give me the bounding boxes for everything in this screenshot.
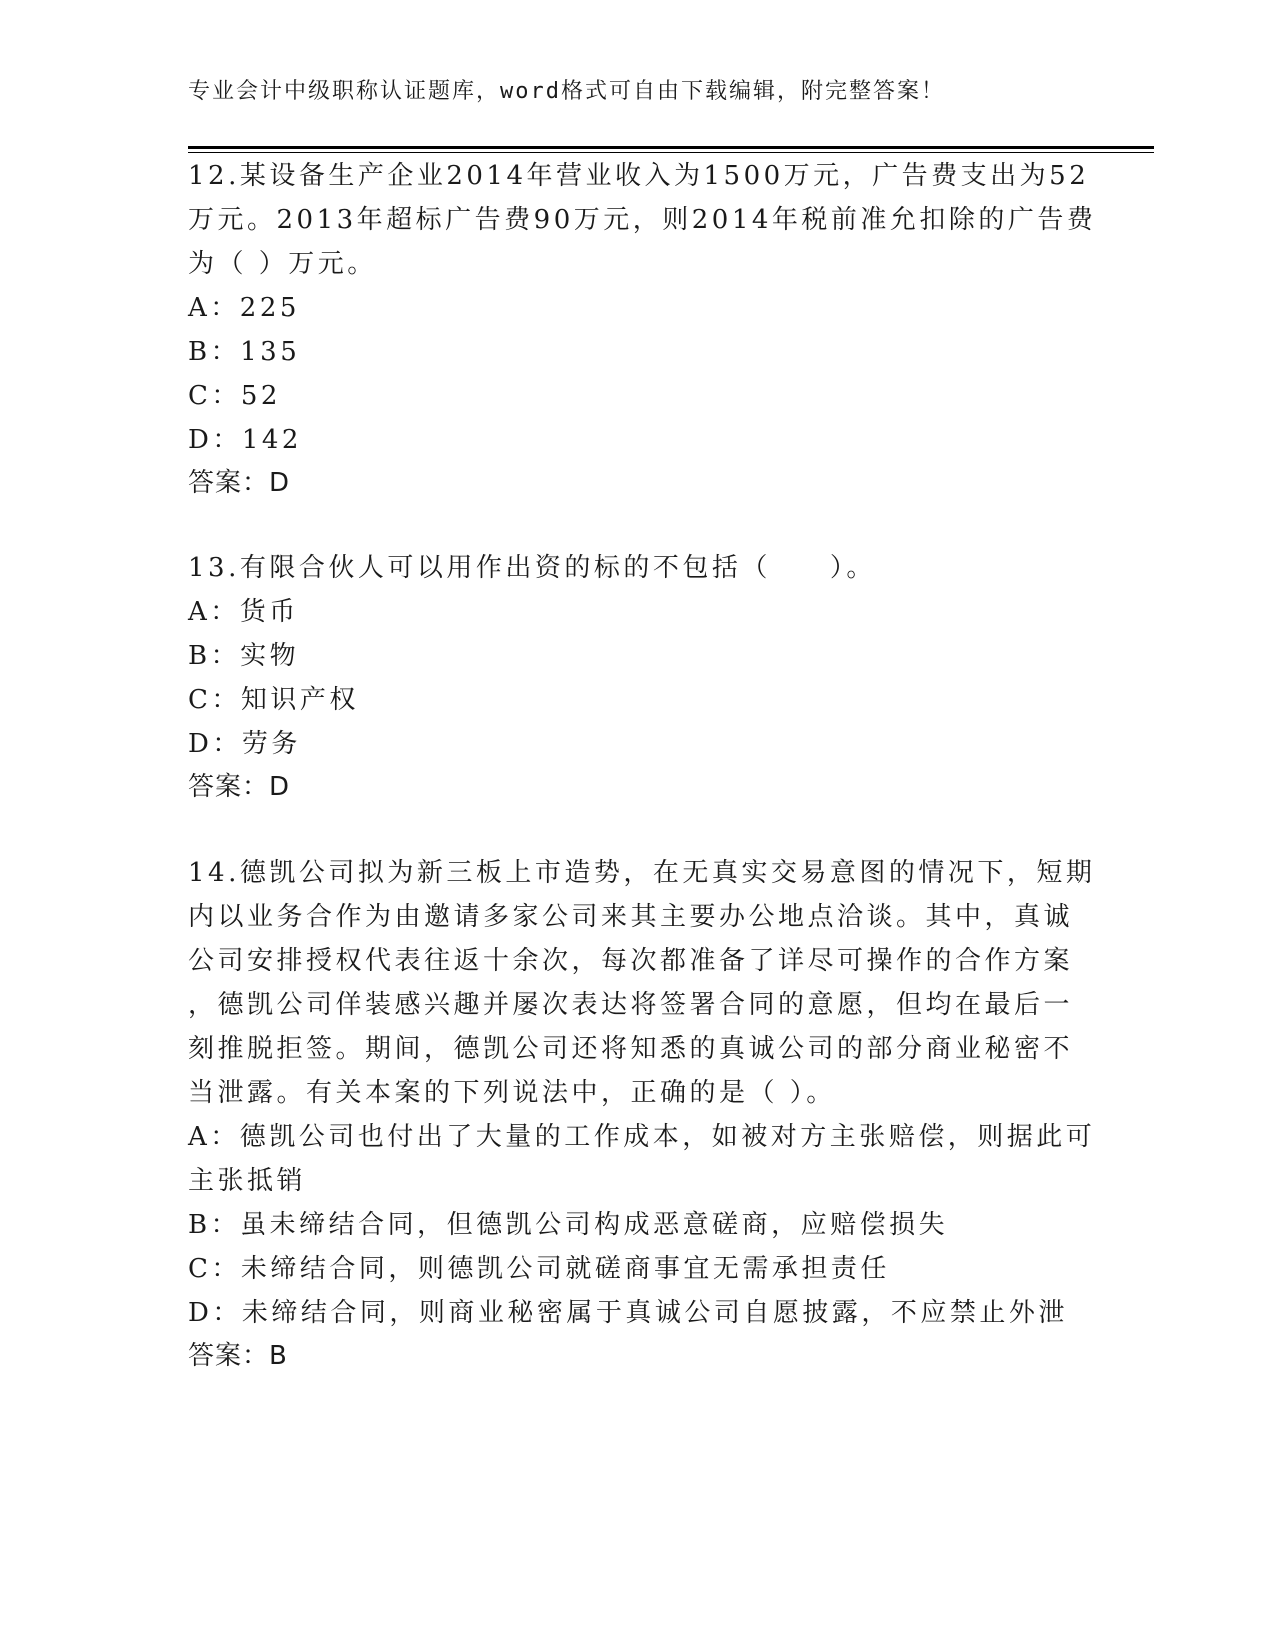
answer-line: 答案：D [188,772,291,802]
option-b: B：实物 [188,641,300,671]
page-header-text: 专业会计中级职称认证题库，word格式可自由下载编辑，附完整答案！ [188,79,945,104]
option-b: B：135 [188,337,301,367]
question-stem-line: 当泄露。有关本案的下列说法中，正确的是（ ）。 [188,1078,836,1108]
option-a-continued: 主张抵销 [188,1166,307,1196]
question-stem-line: 14.德凯公司拟为新三板上市造势，在无真实交易意图的情况下，短期 [188,858,1096,888]
header-rule-thick [188,146,1154,149]
question-stem-line: 13.有限合伙人可以用作出资的标的不包括（ ）。 [188,553,876,583]
answer-line: 答案：B [188,1341,288,1371]
question-stem-line: 为（ ）万元。 [188,249,377,279]
option-b: B：虽未缔结合同，但德凯公司构成恶意磋商，应赔偿损失 [188,1210,949,1240]
question-stem-line: 万元。2013年超标广告费90万元，则2014年税前准允扣除的广告费 [188,205,1097,235]
option-d: D：劳务 [188,729,301,759]
option-d: D：142 [188,425,302,455]
question-stem-line: 公司安排授权代表往返十余次，每次都准备了详尽可操作的合作方案 [188,946,1074,976]
question-stem-line: 内以业务合作为由邀请多家公司来其主要办公地点洽谈。其中，真诚 [188,902,1074,932]
option-c: C：知识产权 [188,685,359,715]
header-rule-thin [188,152,1154,153]
answer-line: 答案：D [188,468,291,498]
option-a: A：货币 [188,597,299,627]
option-c: C：52 [188,381,281,411]
question-stem-line: 12.某设备生产企业2014年营业收入为1500万元，广告费支出为52 [188,161,1090,191]
option-a: A：225 [188,293,300,323]
question-stem-line: 刻推脱拒签。期间，德凯公司还将知悉的真诚公司的部分商业秘密不 [188,1034,1074,1064]
option-c: C：未缔结合同，则德凯公司就磋商事宜无需承担责任 [188,1254,890,1284]
question-stem-line: ，德凯公司佯装感兴趣并屡次表达将签署合同的意愿，但均在最后一 [188,990,1074,1020]
option-d: D：未缔结合同，则商业秘密属于真诚公司自愿披露，不应禁止外泄 [188,1298,1068,1328]
option-a: A：德凯公司也付出了大量的工作成本，如被对方主张赔偿，则据此可 [188,1122,1096,1152]
